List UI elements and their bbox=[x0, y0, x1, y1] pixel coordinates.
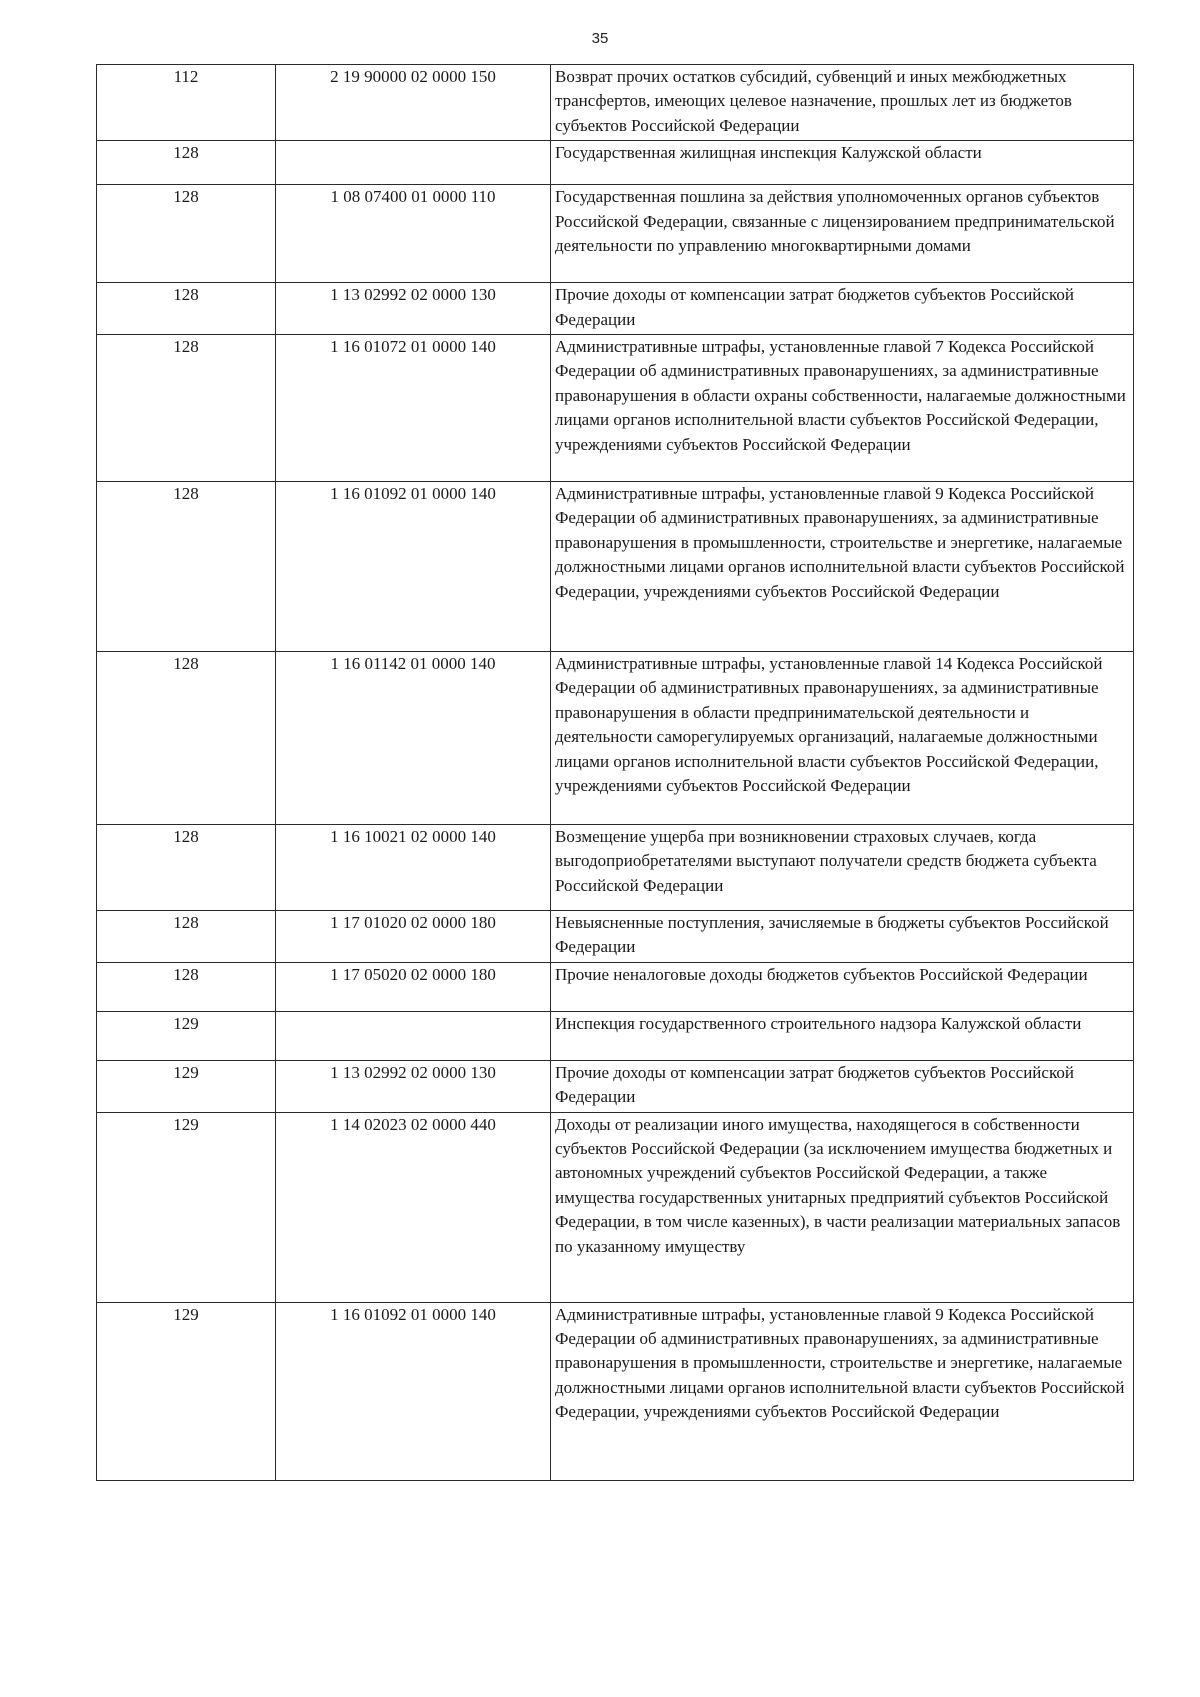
page-number: 35 bbox=[591, 30, 609, 47]
admin-code-cell: 129 bbox=[97, 1011, 276, 1060]
table-row bbox=[97, 185, 1134, 283]
admin-code-cell: 129 bbox=[97, 1302, 276, 1480]
table-row bbox=[97, 141, 1134, 185]
admin-code-cell: 128 bbox=[97, 652, 276, 825]
revenue-code-cell: 1 13 02992 02 0000 130 bbox=[276, 283, 551, 335]
table-row bbox=[97, 962, 1134, 1011]
revenue-name-cell: Административные штрафы, установленные главой 9 Кодекса Российской Федерации об административных правонарушениях, за административные правонарушения в промышленности, строительстве и энергетике, налагаемые должностными лицами органов исполнительной власти субъектов Российской Федерации, учреждениями субъектов Российской Федерации bbox=[551, 1302, 1134, 1480]
admin-code-cell: 128 bbox=[97, 283, 276, 335]
table-row bbox=[97, 283, 1134, 335]
admin-code-cell: 129 bbox=[97, 1112, 276, 1302]
revenue-code-cell: 1 16 01142 01 0000 140 bbox=[276, 652, 551, 825]
admin-code-cell: 128 bbox=[97, 825, 276, 911]
table-row bbox=[97, 911, 1134, 963]
table-row bbox=[97, 482, 1134, 652]
revenue-code-cell: 2 19 90000 02 0000 150 bbox=[276, 65, 551, 141]
revenue-code-cell: 1 17 05020 02 0000 180 bbox=[276, 962, 551, 1011]
revenue-code-cell: 1 17 01020 02 0000 180 bbox=[276, 911, 551, 963]
revenue-name-cell: Административные штрафы, установленные главой 9 Кодекса Российской Федерации об административных правонарушениях, за административные правонарушения в промышленности, строительстве и энергетике, налагаемые должностными лицами органов исполнительной власти субъектов Российской Федерации, учреждениями субъектов Российской Федерации bbox=[551, 482, 1134, 652]
revenue-code-cell: 1 13 02992 02 0000 130 bbox=[276, 1060, 551, 1112]
table-row bbox=[97, 825, 1134, 911]
admin-code-cell: 128 bbox=[97, 911, 276, 963]
revenue-code-cell: 1 16 10021 02 0000 140 bbox=[276, 825, 551, 911]
revenue-code-cell: 1 14 02023 02 0000 440 bbox=[276, 1112, 551, 1302]
revenue-name-cell: Прочие доходы от компенсации затрат бюджетов субъектов Российской Федерации bbox=[551, 283, 1134, 335]
table-row bbox=[97, 1302, 1134, 1480]
revenue-name-cell: Административные штрафы, установленные главой 7 Кодекса Российской Федерации об административных правонарушениях, за административные правонарушения в области охраны собственности, налагаемые должностными лицами органов исполнительной власти субъектов Российской Федерации, учреждениями субъектов Российской Федерации bbox=[551, 335, 1134, 482]
table-row bbox=[97, 1011, 1134, 1060]
revenue-name-cell: Государственная жилищная инспекция Калужской области bbox=[551, 141, 1134, 185]
table-row bbox=[97, 335, 1134, 482]
revenue-name-cell: Прочие неналоговые доходы бюджетов субъектов Российской Федерации bbox=[551, 962, 1134, 1011]
revenue-code-cell bbox=[276, 1011, 551, 1060]
admin-code-cell: 128 bbox=[97, 141, 276, 185]
revenue-name-cell: Административные штрафы, установленные главой 14 Кодекса Российской Федерации об административных правонарушениях, за административные правонарушения в области предпринимательской деятельности и деятельности саморегулируемых организаций, налагаемые должностными лицами органов исполнительной власти субъектов Российской Федерации, учреждениями субъектов Российской Федерации bbox=[551, 652, 1134, 825]
admin-code-cell: 128 bbox=[97, 962, 276, 1011]
revenue-name-cell: Невыясненные поступления, зачисляемые в бюджеты субъектов Российской Федерации bbox=[551, 911, 1134, 963]
table-row bbox=[97, 65, 1134, 141]
revenue-code-cell: 1 16 01092 01 0000 140 bbox=[276, 1302, 551, 1480]
revenue-name-cell: Возмещение ущерба при возникновении страховых случаев, когда выгодоприобретателями выступают получатели средств бюджета субъекта Российской Федерации bbox=[551, 825, 1134, 911]
admin-code-cell: 112 bbox=[97, 65, 276, 141]
admin-code-cell: 128 bbox=[97, 482, 276, 652]
budget-classification-table bbox=[96, 64, 1134, 1481]
revenue-name-cell: Государственная пошлина за действия уполномоченных органов субъектов Российской Федерации, связанные с лицензированием предпринимательской деятельности по управлению многоквартирными домами bbox=[551, 185, 1134, 283]
table-row bbox=[97, 1112, 1134, 1302]
revenue-code-cell: 1 16 01092 01 0000 140 bbox=[276, 482, 551, 652]
revenue-name-cell: Инспекция государственного строительного надзора Калужской области bbox=[551, 1011, 1134, 1060]
admin-code-cell: 128 bbox=[97, 335, 276, 482]
revenue-code-cell: 1 16 01072 01 0000 140 bbox=[276, 335, 551, 482]
revenue-name-cell: Возврат прочих остатков субсидий, субвенций и иных межбюджетных трансфертов, имеющих целевое назначение, прошлых лет из бюджетов субъектов Российской Федерации bbox=[551, 65, 1134, 141]
admin-code-cell: 128 bbox=[97, 185, 276, 283]
table-row bbox=[97, 652, 1134, 825]
revenue-code-cell bbox=[276, 141, 551, 185]
admin-code-cell: 129 bbox=[97, 1060, 276, 1112]
revenue-name-cell: Прочие доходы от компенсации затрат бюджетов субъектов Российской Федерации bbox=[551, 1060, 1134, 1112]
revenue-code-cell: 1 08 07400 01 0000 110 bbox=[276, 185, 551, 283]
table-row bbox=[97, 1060, 1134, 1112]
revenue-name-cell: Доходы от реализации иного имущества, находящегося в собственности субъектов Российской Федерации (за исключением имущества бюджетных и автономных учреждений субъектов Российской Федерации, а также имущества государственных унитарных предприятий субъектов Российской Федерации, в том числе казенных), в части реализации материальных запасов по указанному имуществу bbox=[551, 1112, 1134, 1302]
